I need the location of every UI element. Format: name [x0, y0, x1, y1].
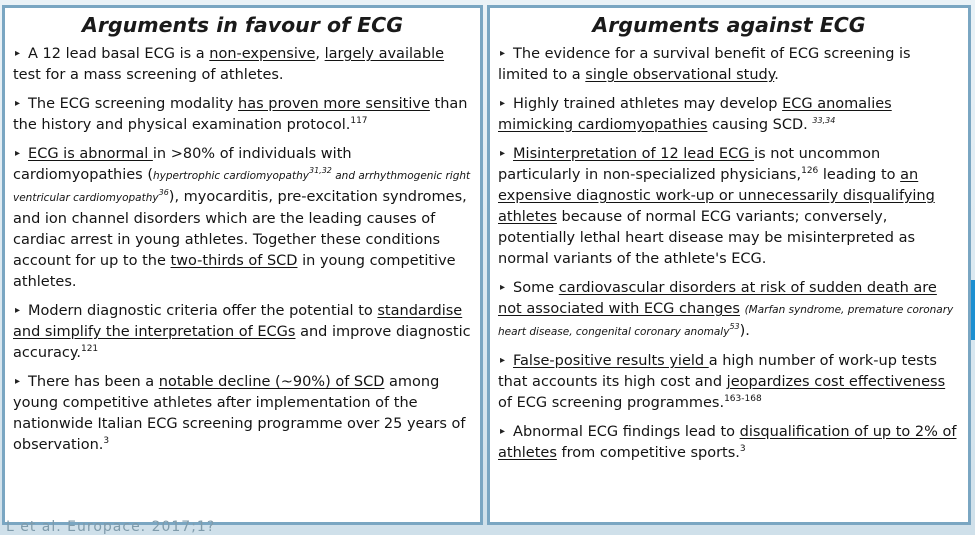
bullet-item — [498, 93, 960, 136]
item-text: a high number of work-up tests that accounts its high cost and — [498, 353, 937, 390]
item-text: The ECG screening modality — [28, 96, 238, 112]
underlined-text: two-thirds of SCD — [170, 253, 298, 269]
item-text: than the history and physical examination protocol. — [13, 96, 468, 133]
bullet-arrow-icon: ▸ — [500, 98, 506, 109]
reference-superscript: 33,34 — [812, 116, 836, 126]
bullet-arrow-icon: ▸ — [15, 148, 21, 159]
footer-citation: L et al. Europace. 2017;1? — [6, 519, 216, 535]
item-text: Some — [513, 280, 559, 296]
underlined-text: notable decline (~90%) of SCD — [158, 374, 385, 390]
item-text: in young competitive athletes. — [13, 253, 456, 290]
underlined-text: non-expensive — [209, 46, 316, 62]
bullet-arrow-icon: ▸ — [15, 48, 21, 59]
reference-superscript: 3 — [103, 436, 110, 447]
item-text: There has been a — [28, 374, 159, 390]
item-text: and improve diagnostic accuracy. — [13, 324, 471, 361]
bullet-item — [498, 350, 960, 414]
underlined-text: jeopardizes cost effectiveness — [726, 374, 946, 390]
reference-superscript: 36 — [158, 188, 169, 198]
bullet-arrow-icon: ▸ — [15, 98, 21, 109]
bullet-item — [13, 300, 472, 364]
item-text: among young competitive athletes after implementation of the nationwide Italian ECG screening programme over 25 years of observation. — [13, 374, 466, 453]
item-text: in >80% of individuals with cardiomyopathies ( — [13, 146, 352, 183]
item-text: of ECG screening programmes. — [498, 395, 725, 411]
panel-title-favour: Arguments in favour of ECG — [81, 13, 404, 37]
item-text: and arrhythmogenic right ventricular cardiomyopathy — [13, 170, 471, 204]
reference-superscript: 53 — [729, 322, 740, 332]
item-text: . — [774, 67, 779, 83]
item-text: A 12 lead basal ECG is a — [28, 46, 210, 62]
bullet-item — [498, 143, 960, 270]
favour-list — [13, 43, 472, 456]
item-text: because of normal ECG variants; conversely, potentially lethal heart disease may be misinterpreted as normal variants of the athlete's ECG. — [498, 209, 916, 267]
underlined-text: ECG anomalies mimicking cardiomyopathies — [498, 96, 892, 133]
reference-superscript: 3 — [739, 444, 746, 455]
item-text: leading to — [818, 167, 901, 183]
underlined-text: Misinterpretation of 12 lead ECG — [513, 146, 755, 162]
item-text: is not uncommon particularly in non-specialized physicians, — [498, 146, 881, 183]
underlined-text: False-positive results yield — [513, 353, 709, 369]
panel-title-against: Arguments against ECG — [592, 13, 866, 37]
bullet-arrow-icon: ▸ — [15, 376, 21, 387]
item-text: , — [315, 46, 325, 62]
bullet-item — [13, 143, 472, 293]
item-text: ). — [739, 323, 750, 339]
underlined-text: has proven more sensitive — [238, 96, 430, 112]
item-text: The evidence for a survival benefit of ECG screening is limited to a — [498, 46, 911, 83]
item-text: Abnormal ECG findings lead to — [513, 424, 740, 440]
underlined-text: ECG is abnormal — [28, 146, 153, 162]
bullet-item — [13, 371, 472, 456]
item-text: from competitive sports. — [556, 445, 740, 461]
item-text: (Marfan syndrome, premature coronary heart disease, congenital coronary anomaly — [498, 304, 954, 338]
item-text: hypertrophic cardiomyopathy — [152, 170, 309, 182]
bullet-arrow-icon: ▸ — [500, 355, 506, 366]
underlined-text: standardise and simplify the interpretation of ECGs — [13, 303, 463, 340]
bullet-item — [13, 93, 472, 136]
bullet-item — [498, 421, 960, 464]
bullet-arrow-icon: ▸ — [500, 426, 506, 437]
reference-superscript: 163-168 — [724, 394, 762, 405]
reference-superscript: 126 — [801, 166, 819, 177]
underlined-text: single observational study — [585, 67, 775, 83]
bullet-item — [13, 43, 472, 86]
bullet-item — [498, 277, 960, 343]
reference-superscript: 31,32 — [308, 166, 332, 176]
item-text: Modern diagnostic criteria offer the potential to — [28, 303, 378, 319]
item-text: Highly trained athletes may develop — [513, 96, 783, 112]
bullet-arrow-icon: ▸ — [500, 282, 506, 293]
item-text: test for a mass screening of athletes. — [13, 67, 284, 83]
underlined-text: an expensive diagnostic work-up or unnecessarily disqualifying athletes — [498, 167, 935, 225]
reference-superscript: 121 — [80, 344, 99, 355]
bullet-arrow-icon: ▸ — [15, 305, 21, 316]
underlined-text: largely available — [324, 46, 445, 62]
panel-arguments-in-favour — [2, 5, 483, 525]
bullet-arrow-icon: ▸ — [500, 48, 506, 59]
bullet-arrow-icon: ▸ — [500, 148, 506, 159]
against-list — [498, 43, 960, 464]
underlined-text: disqualification of up to 2% of athletes — [498, 424, 957, 461]
item-text: causing SCD. — [707, 117, 813, 133]
reference-superscript: 117 — [350, 116, 368, 127]
panel-arguments-against — [487, 5, 971, 525]
underlined-text: cardiovascular disorders at risk of sudden death are not associated with ECG changes — [498, 280, 937, 317]
bullet-item — [498, 43, 960, 86]
item-text: ), myocarditis, pre-excitation syndromes, and ion channel disorders which are the leading causes of cardiac arrest in young athletes. Together these conditions account for up to the — [13, 189, 467, 269]
